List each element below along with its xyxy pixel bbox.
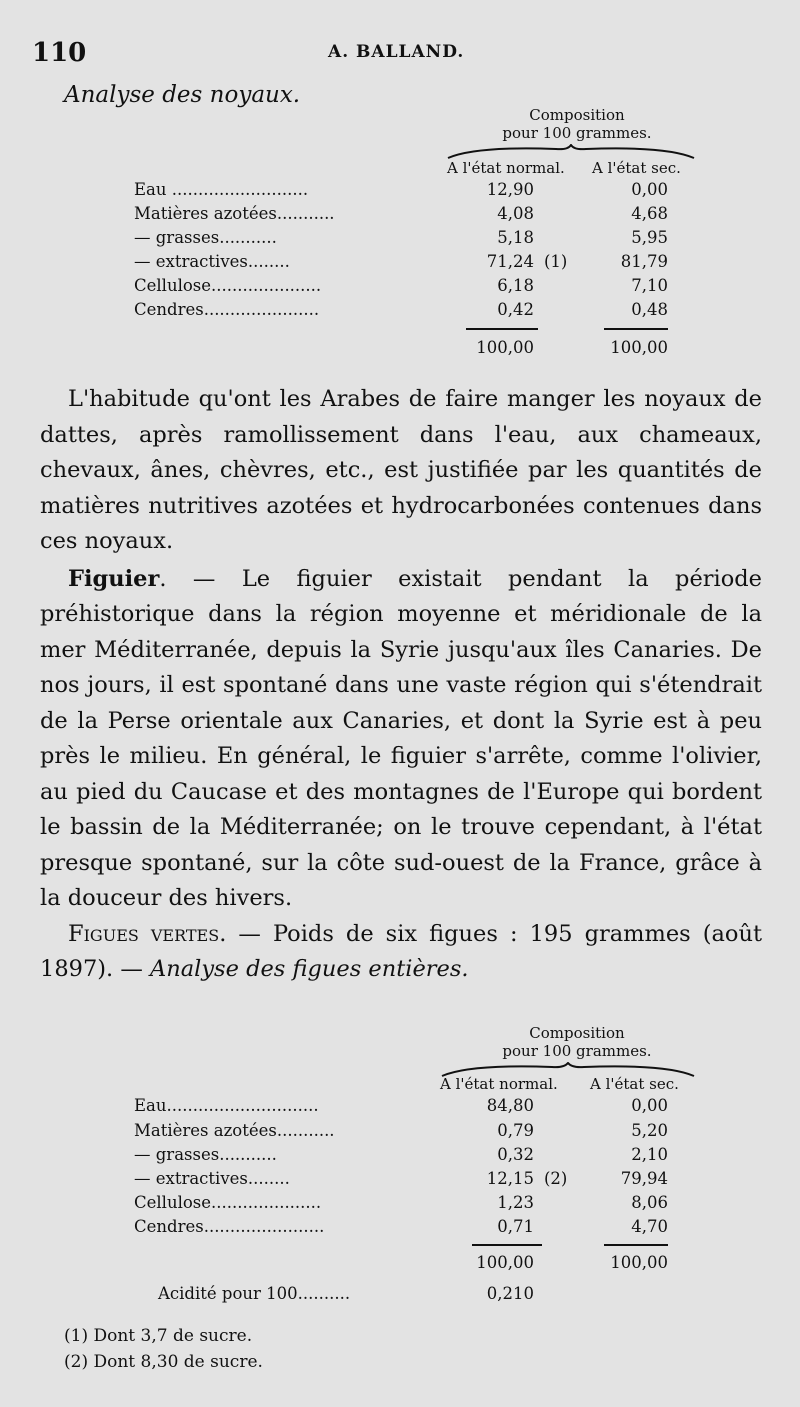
row-label: Matières azotées........... bbox=[134, 1121, 335, 1140]
paragraph-figuier bbox=[40, 562, 762, 917]
value-normal: 12,15 bbox=[486, 1169, 534, 1188]
table-row bbox=[0, 1096, 800, 1120]
value-dry: 5,20 bbox=[631, 1121, 668, 1140]
value-dry: 4,70 bbox=[631, 1217, 668, 1236]
figuier-heading: Figuier bbox=[68, 565, 160, 592]
row-label: Cellulose..................... bbox=[134, 1193, 322, 1212]
table-row bbox=[0, 180, 800, 204]
footnote-2: (2) Dont 8,30 de sucre. bbox=[64, 1352, 263, 1372]
row-label: — grasses........... bbox=[134, 1145, 277, 1164]
total-rule bbox=[604, 328, 668, 330]
figuier-text: . — Le figuier existait pendant la période préhistorique dans la région moyenne et méridionale de la mer Méditerranée, depuis la Syrie jusqu'aux îles Canaries. De nos jours, il est spontané dans une vaste région qui s'étendrait de la Perse orientale aux Canaries, et dont la Syrie est à peu près le milieu. En général, le figuier s'arrête, comme l'olivier, au pied du Caucase et des montagnes de l'Europe qui bordent le bassin de la Méditerranée; on le trouve cependant, à l'état presque spontané, sur la côte sud-ouest de la France, grâce à la douceur des hivers. bbox=[40, 565, 762, 911]
value-normal: 6,18 bbox=[497, 276, 534, 295]
figues-analysis-title: Analyse des figues entières. bbox=[150, 956, 469, 982]
paragraph-noyaux: L'habitude qu'ont les Arabes de faire manger les noyaux de dattes, après ramollissement dans l'eau, aux chameaux, chevaux, ânes, chèvres, etc., est justifiée par les quantités de matières nutritives azotées et hydrocarbonées contenues dans ces noyaux. bbox=[40, 386, 762, 554]
total-rule bbox=[604, 1244, 668, 1246]
value-normal: 71,24 bbox=[486, 252, 534, 271]
col-header-dry: A l'état sec. bbox=[590, 1075, 679, 1093]
acidity-row bbox=[0, 1284, 800, 1308]
table-row bbox=[0, 300, 800, 324]
total-dry: 100,00 bbox=[610, 338, 668, 357]
running-head: A. BALLAND. bbox=[328, 42, 465, 62]
value-normal: 0,32 bbox=[497, 1145, 534, 1164]
body-text bbox=[40, 382, 762, 988]
value-dry: 0,00 bbox=[631, 180, 668, 199]
brace-icon bbox=[446, 144, 696, 160]
table-row bbox=[0, 1193, 800, 1217]
value-normal: 12,90 bbox=[486, 180, 534, 199]
row-label: Cellulose..................... bbox=[134, 276, 322, 295]
col-header-normal: A l'état normal. bbox=[440, 1075, 558, 1093]
table-row bbox=[0, 1217, 800, 1241]
row-label: Eau .......................... bbox=[134, 180, 309, 199]
total-rule bbox=[472, 1244, 542, 1246]
total-dry: 100,00 bbox=[610, 1253, 668, 1272]
footnote-1: (1) Dont 3,7 de sucre. bbox=[64, 1326, 253, 1346]
composition-label: Composition bbox=[529, 106, 625, 124]
per-100g-label: pour 100 grammes. bbox=[502, 1042, 652, 1060]
table-row bbox=[0, 1145, 800, 1169]
value-dry: 5,95 bbox=[631, 228, 668, 247]
row-label: Eau............................. bbox=[134, 1096, 319, 1115]
value-dry: 81,79 bbox=[620, 252, 668, 271]
page-number: 110 bbox=[32, 38, 87, 68]
value-dry: 7,10 bbox=[631, 276, 668, 295]
acidity-value: 0,210 bbox=[486, 1284, 534, 1303]
total-row bbox=[0, 338, 800, 362]
col-header-dry: A l'état sec. bbox=[592, 159, 681, 177]
value-dry: 79,94 bbox=[620, 1169, 668, 1188]
total-normal: 100,00 bbox=[476, 1253, 534, 1272]
composition-label: Composition bbox=[529, 1024, 625, 1042]
table-row bbox=[0, 1121, 800, 1145]
table-row bbox=[0, 204, 800, 228]
row-label: Cendres...................... bbox=[134, 300, 320, 319]
table-row bbox=[0, 1169, 800, 1193]
acidity-label: Acidité pour 100.......... bbox=[158, 1284, 351, 1303]
value-normal: 0,42 bbox=[497, 300, 534, 319]
table-row bbox=[0, 228, 800, 252]
value-normal: 4,08 bbox=[497, 204, 534, 223]
col-header-normal: A l'état normal. bbox=[447, 159, 565, 177]
note-ref: (2) bbox=[544, 1169, 568, 1188]
section-title-noyaux: Analyse des noyaux. bbox=[64, 82, 301, 108]
row-label: — grasses........... bbox=[134, 228, 277, 247]
value-dry: 0,00 bbox=[631, 1096, 668, 1115]
value-normal: 0,71 bbox=[497, 1217, 534, 1236]
row-label: — extractives........ bbox=[134, 252, 290, 271]
row-label: Matières azotées........... bbox=[134, 204, 335, 223]
value-dry: 4,68 bbox=[631, 204, 668, 223]
value-dry: 8,06 bbox=[631, 1193, 668, 1212]
total-rule bbox=[466, 328, 538, 330]
row-label: — extractives........ bbox=[134, 1169, 290, 1188]
table-row bbox=[0, 276, 800, 300]
note-ref: (1) bbox=[544, 252, 568, 271]
figues-vertes-text: — Poids de six figues : 195 grammes (août 1897). — bbox=[40, 920, 762, 982]
value-normal: 0,79 bbox=[497, 1121, 534, 1140]
total-normal: 100,00 bbox=[476, 338, 534, 357]
row-label: Cendres....................... bbox=[134, 1217, 325, 1236]
value-dry: 2,10 bbox=[631, 1145, 668, 1164]
value-dry: 0,48 bbox=[631, 300, 668, 319]
table-row bbox=[0, 252, 800, 276]
paragraph-figues-vertes bbox=[40, 917, 762, 988]
value-normal: 5,18 bbox=[497, 228, 534, 247]
per-100g-label: pour 100 grammes. bbox=[502, 124, 652, 142]
value-normal: 84,80 bbox=[486, 1096, 534, 1115]
value-normal: 1,23 bbox=[497, 1193, 534, 1212]
total-row bbox=[0, 1253, 800, 1277]
figues-vertes-heading: Figues vertes. bbox=[68, 920, 227, 947]
